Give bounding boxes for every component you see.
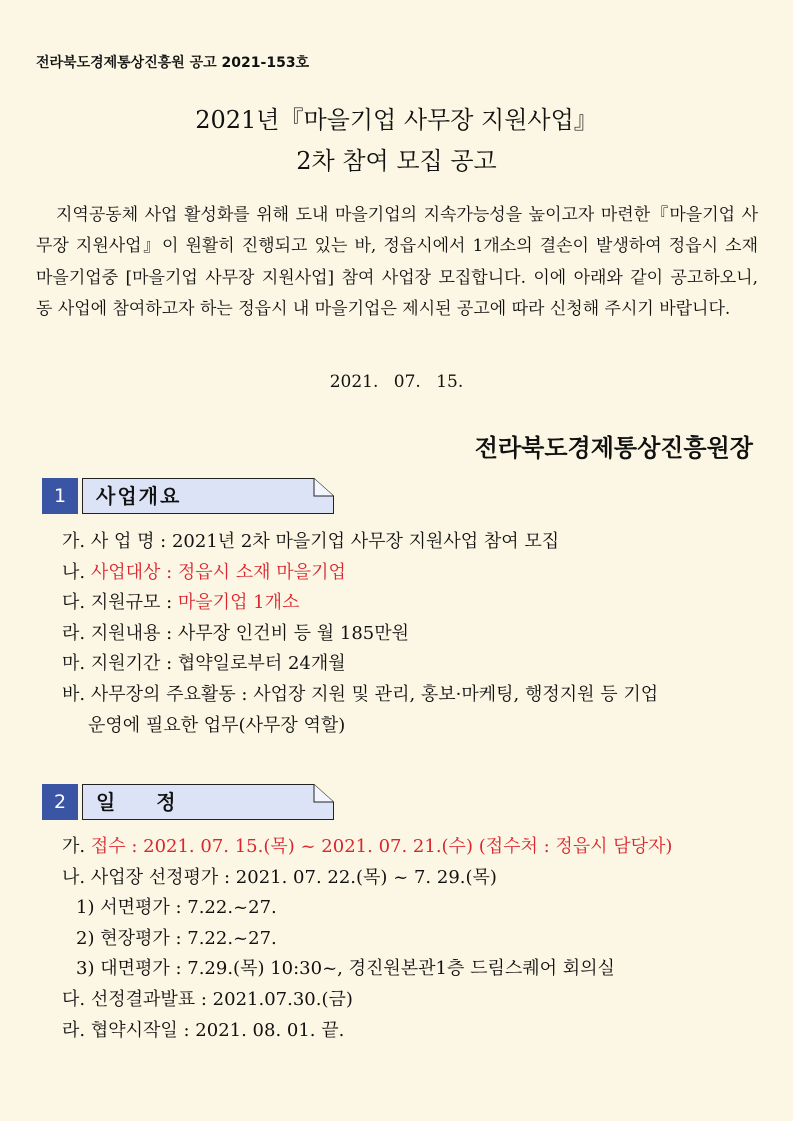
section-2-title: 일 정: [96, 790, 176, 814]
section-1-items: [62, 527, 762, 741]
page-title-line-1: 2021년『마을기업 사무장 지원사업』: [195, 106, 598, 134]
list-item: 라. 지원내용 : 사무장 인건비 등 월 185만원: [62, 622, 410, 644]
section-1-header: [42, 478, 334, 514]
list-item: 나. 사업대상 : 정읍시 소재 마을기업: [62, 561, 346, 583]
section-1-title-box: [82, 478, 334, 514]
list-item: 가. 사 업 명 : 2021년 2차 마을기업 사무장 지원사업 참여 모집: [62, 531, 560, 552]
list-item: 다. 지원규모 : 마을기업 1개소: [62, 592, 300, 614]
page-title-line-2: 2차 참여 모집 공고: [296, 147, 497, 175]
list-item: 마. 지원기간 : 협약일로부터 24개월: [62, 653, 346, 675]
list-item: 다. 선정결과발표 : 2021.07.30.(금): [62, 988, 353, 1010]
list-item: 2) 현장평가 : 7.22.~27.: [76, 927, 277, 949]
list-item: 라. 협약시작일 : 2021. 08. 01. 끝.: [62, 1019, 345, 1041]
section-2-title-box: [82, 784, 334, 820]
list-item: 가. 접수 : 2021. 07. 15.(목) ~ 2021. 07. 21.(수) (접수처 : 정읍시 담당자): [62, 836, 673, 857]
section-1-title: 사업개요: [96, 484, 182, 508]
document-number: 전라북도경제통상진흥원 공고 2021-153호: [36, 55, 310, 71]
list-item: 나. 사업장 선정평가 : 2021. 07. 22.(목) ~ 7. 29.(목): [62, 866, 497, 888]
section-2-number: 2: [42, 784, 78, 820]
section-1-number: 1: [42, 478, 78, 514]
list-item-continuation: 운영에 필요한 업무(사무장 역할): [88, 714, 346, 736]
list-item: 1) 서면평가 : 7.22.~27.: [76, 897, 277, 919]
list-item: 바. 사무장의 주요활동 : 사업장 지원 및 관리, 홍보·마케팅, 행정지원 등 기업: [62, 683, 659, 705]
section-2-header: [42, 784, 334, 820]
list-item: 3) 대면평가 : 7.29.(목) 10:30~, 경진원본관1층 드림스퀘어 회의실: [76, 958, 615, 980]
section-2-items: [62, 832, 762, 1046]
intro-paragraph: 지역공동체 사업 활성화를 위해 도내 마을기업의 지속가능성을 높이고자 마련한『마을기업 사무장 지원사업』이 원활히 진행되고 있는 바, 정읍시에서 1개소의 결손이 발생하여 정읍시 소재 마을기업중 [마을기업 사무장 지원사업] 참여 사업장 모집합니다. 이에 아래와 같이 공고하오니, 동 사업에 참여하고자 하는 정읍시 내 마을기업은 제시된 공고에 따라 신청해 주시기 바랍니다.: [36, 205, 758, 320]
issuer-name: 전라북도경제통상진흥원장: [474, 434, 753, 462]
publication-date: 2021. 07. 15.: [329, 372, 464, 392]
